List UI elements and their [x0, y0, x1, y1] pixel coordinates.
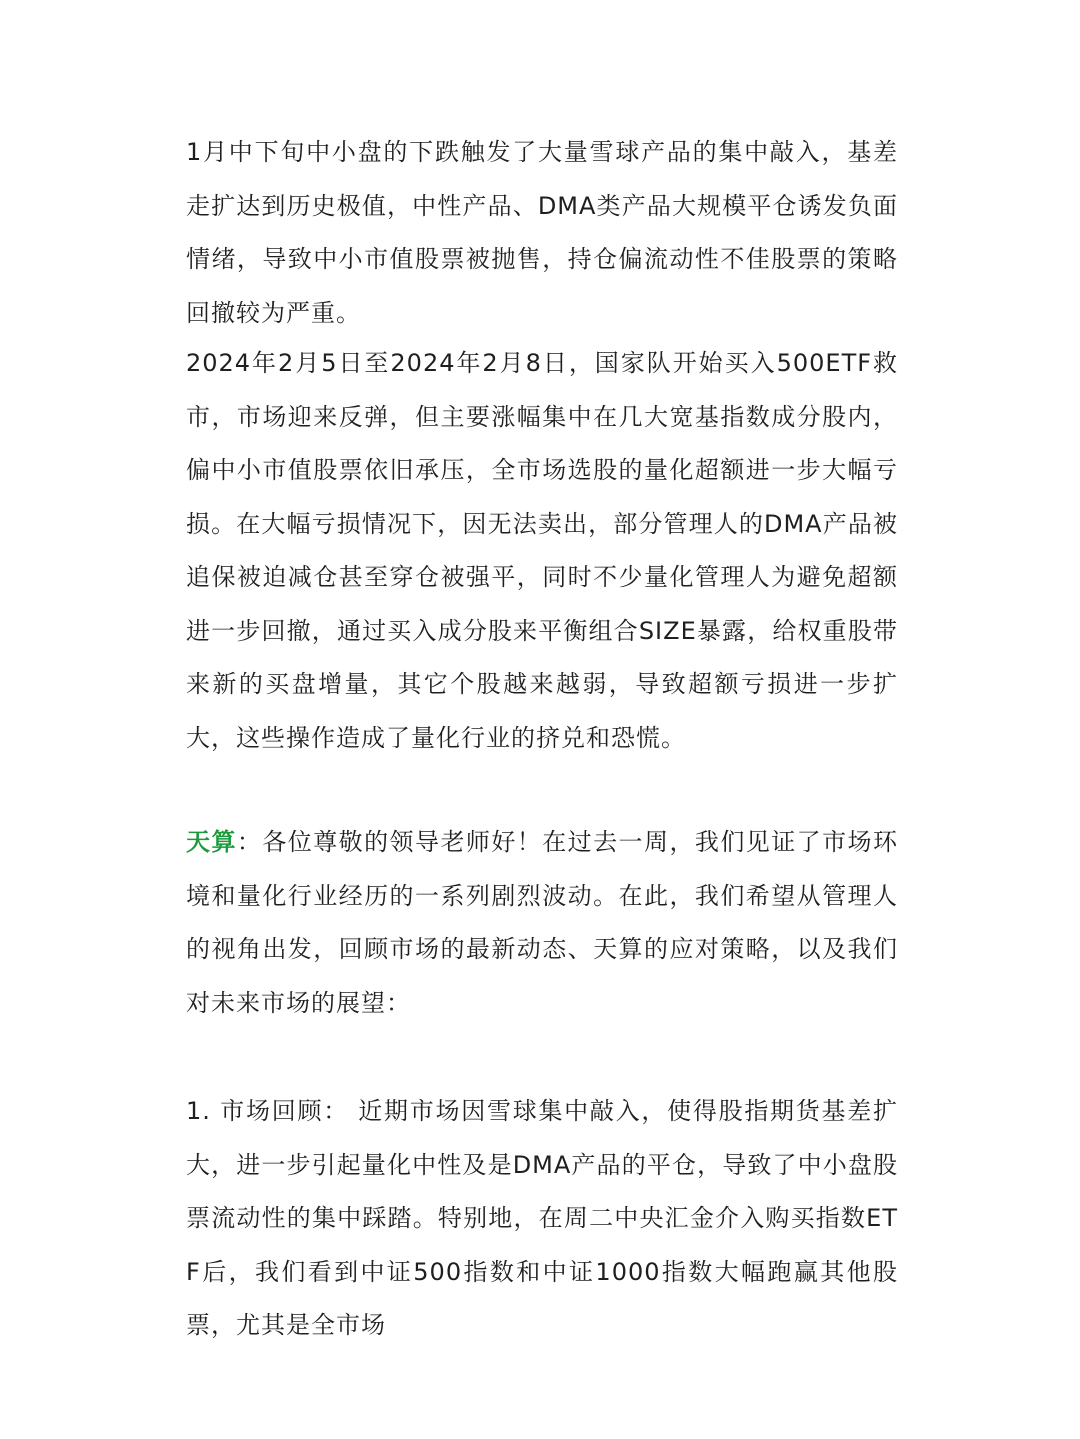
speaker-statement-text: ：各位尊敬的领导老师好！在过去一周，我们见证了市场环境和量化行业经历的一系列剧烈波动。在此，我们希望从管理人的视角出发，回顾市场的最新动态、天算的应对策略，以及我们对未来市场的展望： — [186, 828, 898, 1017]
paragraph-market-review: 1. 市场回顾： 近期市场因雪球集中敲入，使得股指期货基差扩大，进一步引起量化中性及是DMA产品的平仓，导致了中小盘股票流动性的集中踩踏。特别地，在周二中央汇金介入购买指数ETF后，我们看到中证500指数和中证1000指数大幅跑赢其他股票，尤其是全市场 — [186, 1097, 898, 1339]
paragraph-tiansuan-statement — [186, 816, 898, 1030]
speaker-name: 天算 — [186, 828, 237, 856]
paragraph-national-team-rescue: 2024年2月5日至2024年2月8日，国家队开始买入500ETF救市，市场迎来反弹，但主要涨幅集中在几大宽基指数成分股内，偏中小市值股票依旧承压，全市场选股的量化超额进一步大幅亏损。在大幅亏损情况下，因无法卖出，部分管理人的DMA产品被追保被迫减仓甚至穿仓被强平，同时不少量化管理人为避免超额进一步回撤，通过买入成分股来平衡组合SIZE暴露，给权重股带来新的买盘增量，其它个股越来越弱，导致超额亏损进一步扩大，这些操作造成了量化行业的挤兑和恐慌。 — [186, 349, 898, 752]
paragraph-snowball-knock-in: 1月中下旬中小盘的下跌触发了大量雪球产品的集中敲入，基差走扩达到历史极值，中性产品、DMA类产品大规模平仓诱发负面情绪，导致中小市值股票被抛售，持仓偏流动性不佳股票的策略回撤较为严重。 — [186, 138, 898, 327]
